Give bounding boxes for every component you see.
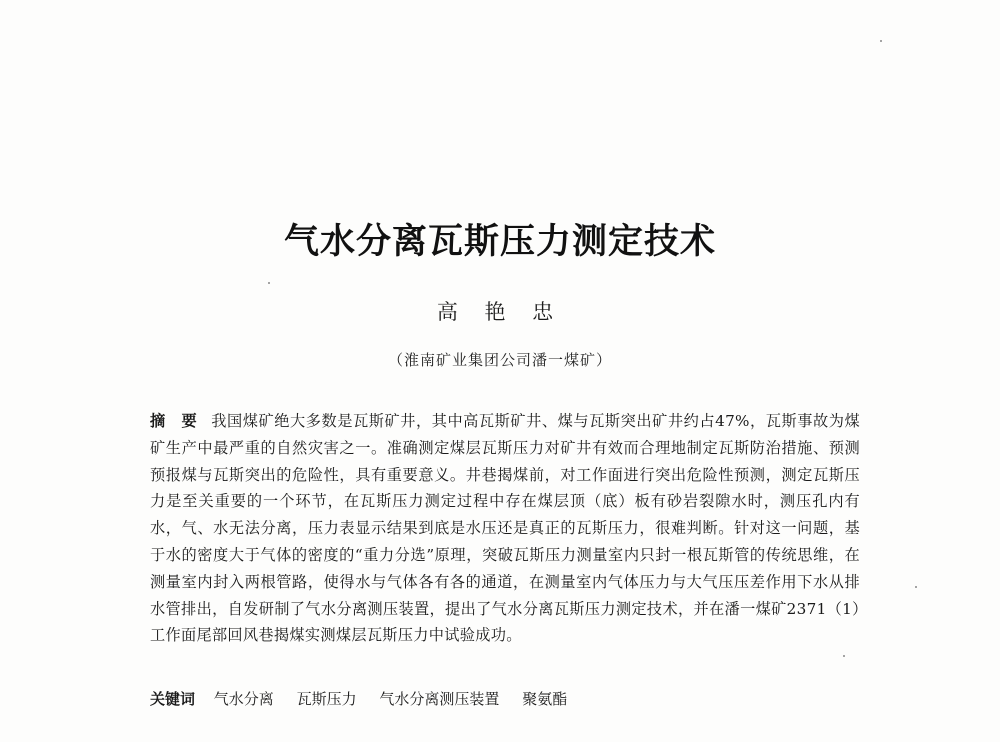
abstract-section	[150, 408, 860, 649]
keyword-item: 瓦斯压力	[296, 690, 357, 708]
abstract-label: 摘 要	[150, 412, 198, 430]
scan-speck	[843, 655, 845, 657]
scan-speck	[915, 586, 917, 588]
keywords-section	[150, 688, 860, 709]
abstract-text: 我国煤矿绝大多数是瓦斯矿井，其中高瓦斯矿井、煤与瓦斯突出矿井约占47%，瓦斯事故为煤矿生产中最严重的自然灾害之一。准确测定煤层瓦斯压力对矿井有效而合理地制定瓦斯防治措施、预测预报煤与瓦斯突出的危险性，具有重要意义。井巷揭煤前，对工作面进行突出危险性预测，测定瓦斯压力是至关重要的一个环节，在瓦斯压力测定过程中存在煤层顶（底）板有砂岩裂隙水时，测压孔内有水，气、水无法分离，压力表显示结果到底是水压还是真正的瓦斯压力，很难判断。针对这一问题，基于水的密度大于气体的密度的“重力分选”原理，突破瓦斯压力测量室内只封一根瓦斯管的传统思维，在测量室内封入两根管路，使得水与气体各有各的通道，在测量室内气体压力与大气压压差作用下水从排水管排出，自发研制了气水分离测压装置，提出了气水分离瓦斯压力测定技术，并在潘一煤矿2371（1）工作面尾部回风巷揭煤实测煤层瓦斯压力中试验成功。	[150, 412, 861, 645]
scan-speck	[880, 40, 882, 42]
scan-speck	[268, 282, 270, 284]
paper-title: 气水分离瓦斯压力测定技术	[283, 222, 716, 262]
keywords-label: 关键词	[150, 690, 196, 708]
keyword-item: 聚氨酯	[522, 690, 568, 708]
author-affiliation: （淮南矿业集团公司潘一煤矿）	[387, 351, 612, 369]
author-name: 高 艳 忠	[436, 300, 564, 324]
keyword-item: 气水分离测压装置	[379, 690, 500, 708]
keyword-item: 气水分离	[213, 690, 274, 708]
